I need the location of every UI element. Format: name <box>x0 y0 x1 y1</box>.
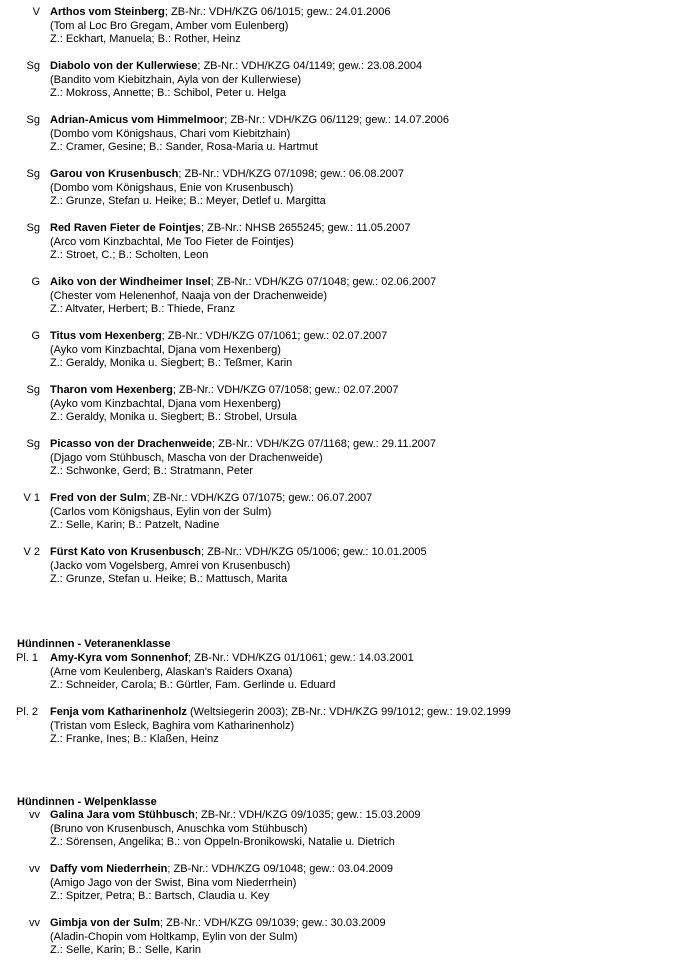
grade-label: vv <box>29 809 40 821</box>
breeder-owner-line: Z.: Geraldy, Monika u. Siegbert; B.: Strobel, Ursula <box>50 411 297 423</box>
entry-body <box>50 222 690 263</box>
registration-details: ; ZB-Nr.: VDH/KZG 07/1061; gew.: 02.07.2007 <box>161 330 388 342</box>
dog-name: Adrian-Amicus vom Himmelmoor <box>50 114 225 126</box>
entry-title-line <box>50 60 690 74</box>
breeder-owner-line: Z.: Spitzer, Petra; B.: Bartsch, Claudia u. Key <box>50 890 270 902</box>
parents-line: (Jacko vom Vogelsberg, Amrei von Krusenbusch) <box>50 559 291 572</box>
section-title: Hündinnen - Veteranenklasse <box>17 638 171 650</box>
entry-title-line <box>50 546 690 560</box>
breeder-owner-line: Z.: Selle, Karin; B.: Selle, Karin <box>50 944 202 956</box>
grade-label: V <box>32 6 40 18</box>
entry-body <box>50 168 690 209</box>
grade-label: vv <box>29 917 40 929</box>
registration-details: ; ZB-Nr.: VDH/KZG 07/1048; gew.: 02.06.2007 <box>210 276 437 288</box>
parents-line: (Dombo vom Königshaus, Enie von Krusenbusch) <box>50 181 294 194</box>
entry-title-line <box>50 492 690 506</box>
parents-line: (Arco vom Kinzbachtal, Me Too Fieter de Fointjes) <box>50 235 294 248</box>
parents-line: (Tom al Loc Bro Gregam, Amber vom Eulenberg) <box>50 19 289 32</box>
entry-title-line <box>50 330 690 344</box>
registration-details: ; ZB-Nr.: VDH/KZG 07/1168; gew.: 29.11.2007 <box>212 438 437 450</box>
registration-details: ; ZB-Nr.: VDH/KZG 09/1039; gew.: 30.03.2009 <box>160 917 386 929</box>
entry-body <box>50 706 690 747</box>
entry-body <box>50 114 690 155</box>
parents-line: (Arne vom Keulenberg, Alaskan's Raiders Oxana) <box>50 665 293 678</box>
entry-title-line <box>50 809 690 823</box>
entry-title-line <box>50 168 690 182</box>
grade-label: vv <box>29 863 40 875</box>
dog-name: Diabolo von der Kullerwiese <box>50 60 198 72</box>
dog-name: Amy-Kyra vom Sonnenhof <box>50 652 189 664</box>
breeder-owner-line: Z.: Geraldy, Monika u. Siegbert; B.: Teßmer, Karin <box>50 357 293 369</box>
parents-line: (Bandito vom Kiebitzhain, Ayla von der Kullerwiese) <box>50 73 302 86</box>
parents-line: (Chester vom Helenenhof, Naaja von der Drachenweide) <box>50 289 327 302</box>
grade-label: Sg <box>26 114 40 126</box>
registration-details: ; ZB-Nr.: VDH/KZG 07/1098; gew.: 06.08.2007 <box>178 168 404 180</box>
entry-title-line <box>50 438 690 452</box>
dog-name: Titus vom Hexenberg <box>50 330 162 342</box>
entry-body <box>50 6 690 47</box>
entry-body <box>50 330 690 371</box>
entry-title-line <box>50 863 690 877</box>
breeder-owner-line: Z.: Schneider, Carola; B.: Gürtler, Fam. Gerlinde u. Eduard <box>50 679 336 691</box>
parents-line: (Ayko vom Kinzbachtal, Djana vom Hexenberg) <box>50 343 281 356</box>
entry-body <box>50 652 690 693</box>
entry-body <box>50 438 690 479</box>
grade-label: Pl. 2 <box>16 706 39 718</box>
entry-body <box>50 276 690 317</box>
entry-body <box>50 917 690 958</box>
registration-details: ; ZB-Nr.: VDH/KZG 05/1006; gew.: 10.01.2005 <box>200 546 427 558</box>
breeder-owner-line: Z.: Schwonke, Gerd; B.: Stratmann, Peter <box>50 465 253 477</box>
registration-details: (Weltsiegerin 2003); ZB-Nr.: VDH/KZG 99/1012; gew.: 19.02.1999 <box>186 706 511 718</box>
breeder-owner-line: Z.: Sörensen, Angelika; B.: von Oppeln-Bronikowski, Natalie u. Dietrich <box>50 836 395 848</box>
breeder-owner-line: Z.: Selle, Karin; B.: Patzelt, Nadine <box>50 519 220 531</box>
entry-body <box>50 60 690 101</box>
breeder-owner-line: Z.: Franke, Ines; B.: Klaßen, Heinz <box>50 733 219 745</box>
registration-details: ; ZB-Nr.: VDH/KZG 01/1061; gew.: 14.03.2001 <box>188 652 414 664</box>
breeder-owner-line: Z.: Eckhart, Manuela; B.: Rother, Heinz <box>50 33 241 45</box>
registration-details: ; ZB-Nr.: VDH/KZG 07/1075; gew.: 06.07.2007 <box>146 492 373 504</box>
breeder-owner-line: Z.: Cramer, Gesine; B.: Sander, Rosa-Maria u. Hartmut <box>50 141 318 153</box>
dog-name: Tharon vom Hexenberg <box>50 384 173 396</box>
grade-label: Sg <box>26 384 40 396</box>
entry-title-line <box>50 917 690 931</box>
entry-body <box>50 492 690 533</box>
dog-name: Garou von Krusenbusch <box>50 168 179 180</box>
entry-title-line <box>50 6 690 20</box>
grade-label: Sg <box>26 438 40 450</box>
grade-label: G <box>31 330 40 342</box>
dog-name: Picasso von der Drachenweide <box>50 438 213 450</box>
section-title: Hündinnen - Welpenklasse <box>17 796 157 808</box>
parents-line: (Aladin-Chopin vom Holtkamp, Eylin von der Sulm) <box>50 930 298 943</box>
dog-name: Gimbja von der Sulm <box>50 917 161 929</box>
grade-label: V 1 <box>23 492 40 504</box>
registration-details: ; ZB-Nr.: VDH/KZG 06/1015; gew.: 24.01.2006 <box>164 6 391 18</box>
breeder-owner-line: Z.: Grunze, Stefan u. Heike; B.: Meyer, Detlef u. Margitta <box>50 195 326 207</box>
registration-details: ; ZB-Nr.: VDH/KZG 04/1149; gew.: 23.08.2004 <box>197 60 423 72</box>
entry-title-line <box>50 652 690 666</box>
registration-details: ; ZB-Nr.: VDH/KZG 09/1048; gew.: 03.04.2009 <box>167 863 393 875</box>
entry-body <box>50 384 690 425</box>
entry-body <box>50 809 690 850</box>
grade-label: Pl. 1 <box>16 652 39 664</box>
parents-line: (Carlos vom Königshaus, Eylin von der Sulm) <box>50 505 272 518</box>
entry-title-line <box>50 276 690 290</box>
grade-label: Sg <box>26 60 40 72</box>
parents-line: (Dombo vom Königshaus, Chari vom Kiebitzhain) <box>50 127 291 140</box>
registration-details: ; ZB-Nr.: NHSB 2655245; gew.: 11.05.2007 <box>200 222 411 234</box>
dog-name: Fred von der Sulm <box>50 492 147 504</box>
entry-body <box>50 546 690 587</box>
grade-label: G <box>31 276 40 288</box>
grade-label: Sg <box>26 222 40 234</box>
parents-line: (Ayko vom Kinzbachtal, Djana vom Hexenberg) <box>50 397 281 410</box>
registration-details: ; ZB-Nr.: VDH/KZG 07/1058; gew.: 02.07.2007 <box>172 384 399 396</box>
parents-line: (Amigo Jago von der Swist, Bina vom Niederrhein) <box>50 876 297 889</box>
parents-line: (Djago vom Stühbusch, Mascha von der Drachenweide) <box>50 451 323 464</box>
dog-name: Fenja vom Katharinenholz <box>50 706 187 718</box>
breeder-owner-line: Z.: Stroet, C.; B.: Scholten, Leon <box>50 249 209 261</box>
dog-name: Galina Jara vom Stühbusch <box>50 809 195 821</box>
registration-details: ; ZB-Nr.: VDH/KZG 09/1035; gew.: 15.03.2009 <box>194 809 421 821</box>
dog-name: Fürst Kato von Krusenbusch <box>50 546 201 558</box>
grade-label: Sg <box>26 168 40 180</box>
breeder-owner-line: Z.: Mokross, Annette; B.: Schibol, Peter u. Helga <box>50 87 287 99</box>
breeder-owner-line: Z.: Altvater, Herbert; B.: Thiede, Franz <box>50 303 236 315</box>
parents-line: (Bruno von Krusenbusch, Anuschka vom Stühbusch) <box>50 822 308 835</box>
entry-body <box>50 863 690 904</box>
registration-details: ; ZB-Nr.: VDH/KZG 06/1129; gew.: 14.07.2006 <box>224 114 450 126</box>
entry-title-line <box>50 384 690 398</box>
dog-name: Aiko von der Windheimer Insel <box>50 276 211 288</box>
dog-name: Arthos vom Steinberg <box>50 6 165 18</box>
entry-title-line <box>50 114 690 128</box>
entry-title-line <box>50 706 690 720</box>
dog-name: Daffy vom Niederrhein <box>50 863 168 875</box>
entry-title-line <box>50 222 690 236</box>
breeder-owner-line: Z.: Grunze, Stefan u. Heike; B.: Mattusch, Marita <box>50 573 288 585</box>
grade-label: V 2 <box>23 546 40 558</box>
parents-line: (Tristan vom Esleck, Baghira vom Katharinenholz) <box>50 719 295 732</box>
dog-name: Red Raven Fieter de Fointjes <box>50 222 201 234</box>
